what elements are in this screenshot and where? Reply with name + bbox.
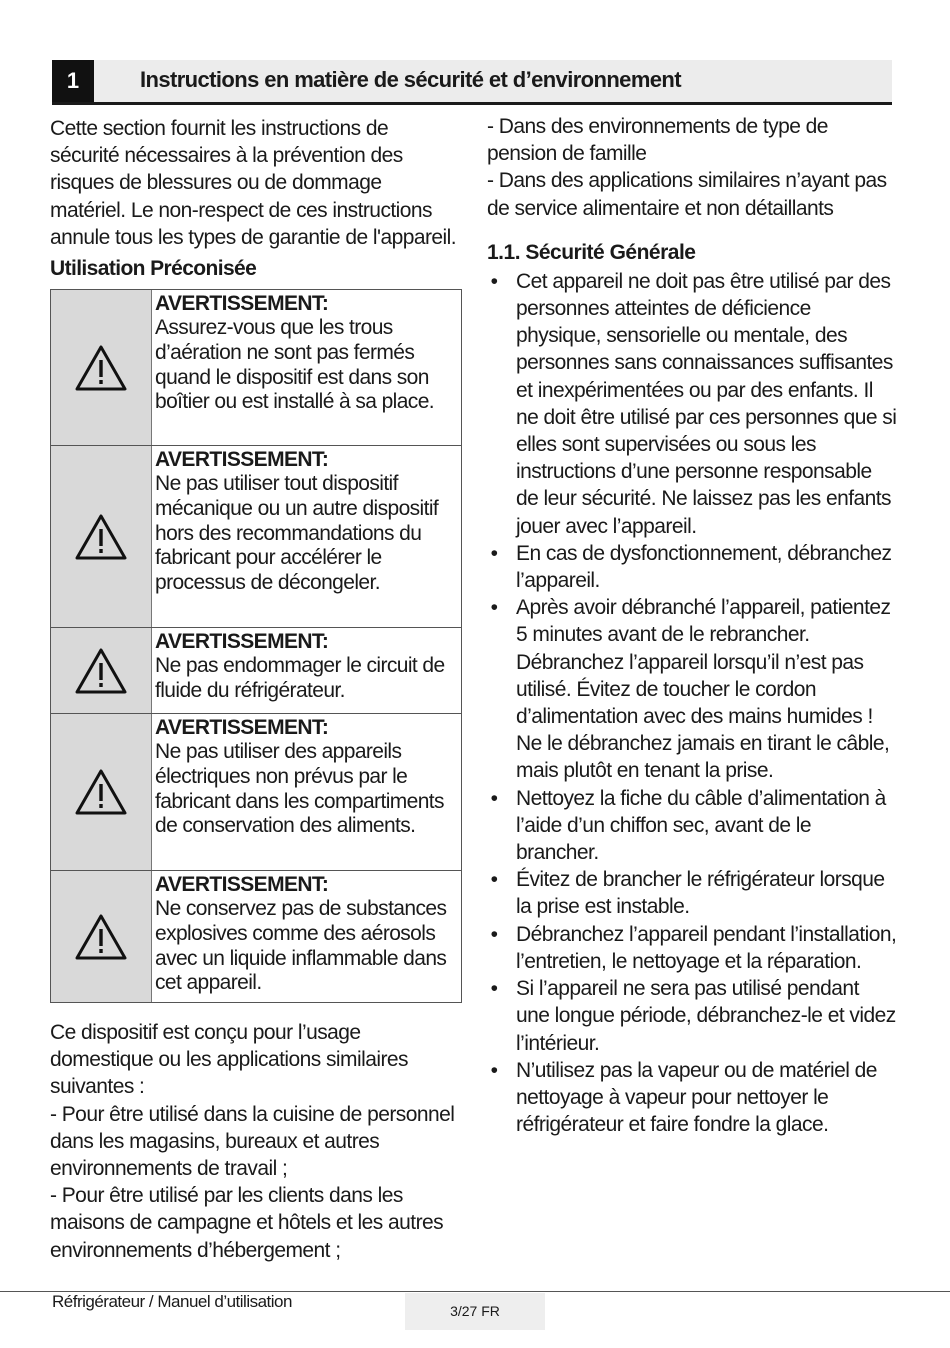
usage-item: - Pour être utilisé dans la cuisine de personnel dans les magasins, bureaux et autres environnements de travail ; [50, 1102, 455, 1181]
left-column [50, 115, 462, 1264]
warning-row [51, 445, 461, 627]
warning-icon-cell [51, 290, 152, 445]
list-item [487, 540, 897, 594]
list-item-text: Si l’appareil ne sera pas utilisé pendant une longue période, débranchez-le et videz l’intérieur. [516, 977, 896, 1055]
list-item-text: En cas de dysfonctionnement, débranchez l’appareil. [516, 541, 892, 593]
warning-icon-cell [51, 871, 152, 1002]
warning-triangle-icon [74, 768, 128, 816]
section-number: 1 [52, 60, 94, 102]
warning-triangle-icon [74, 913, 128, 961]
warning-title: AVERTISSEMENT: [155, 716, 329, 740]
bullet-icon: • [490, 541, 498, 565]
warning-icon-cell [51, 714, 152, 870]
usage-item: - Dans des environnements de type de pension de famille [487, 115, 828, 166]
list-item-text: Cet appareil ne doit pas être utilisé par des personnes atteintes de déficience physique, sensorielle ou mentale, des personnes sans connaissances suffisantes et inexpérimentées ou par des enfants. Il ne doit être utilisé par ces personnes que si elles sont supervisées ou sous les instructions d’une personne responsable de leur sécurité. Ne laissez pas les enfants jouer avec l’appareil. [516, 269, 897, 538]
section-header [52, 60, 892, 105]
list-item-text: Après avoir débranché l’appareil, patientez 5 minutes avant de le rebrancher. Débranchez l’appareil lorsqu’il n’est pas utilisé. Évitez de toucher le cordon d’alimentation avec des mains humides ! Ne le débranchez jamais en tirant le câble, mais plutôt en tenant la prise. [516, 596, 891, 783]
warning-title: AVERTISSEMENT: [155, 448, 329, 472]
list-item [487, 785, 897, 867]
list-item-text: N’utilisez pas la vapeur ou de matériel de nettoyage à vapeur pour nettoyer le réfrigérateur et faire fondre la glace. [516, 1058, 877, 1137]
warning-text: Ne pas utiliser tout dispositif mécanique ou un autre dispositif hors des recommandations du fabricant pour accélérer le processus de décongeler. [155, 472, 439, 595]
warning-triangle-icon [74, 513, 128, 561]
intro-paragraph: Cette section fournit les instructions de sécurité nécessaires à la prévention des risques de blessures ou de dommage matériel. Le non-respect de ces instructions annule tous les types de garantie de l'appareil. [50, 117, 457, 249]
right-column [487, 113, 897, 1138]
bullet-icon: • [490, 868, 498, 892]
warning-triangle-icon [74, 647, 128, 695]
list-item [487, 921, 897, 975]
bullet-icon: • [490, 269, 498, 293]
warning-text: Ne conservez pas de substances explosives comme des aérosols avec un liquide inflammable dans cet appareil. [155, 897, 447, 995]
safety-bullet-list [487, 268, 897, 1139]
footer-manual-title: Réfrigérateur / Manuel d’utilisation [52, 1292, 292, 1311]
section-title: Instructions en matière de sécurité et d’environnement [140, 67, 681, 92]
warning-title: AVERTISSEMENT: [155, 630, 329, 654]
warning-title: AVERTISSEMENT: [155, 873, 329, 897]
subheading-utilisation: Utilisation Préconisée [50, 257, 257, 281]
warning-row [51, 870, 461, 1002]
warning-row [51, 713, 461, 870]
warning-title: AVERTISSEMENT: [155, 292, 329, 316]
bullet-icon: • [490, 922, 498, 946]
list-item [487, 866, 897, 920]
usage-intro: Ce dispositif est conçu pour l’usage domestique ou les applications similaires suivantes : [50, 1021, 408, 1099]
usage-item: - Pour être utilisé par les clients dans les maisons de campagne et hôtels et les autres environnements d’hébergement ; [50, 1184, 444, 1262]
warning-icon-cell [51, 628, 152, 713]
warning-icon-cell [51, 446, 152, 627]
list-item-text: Nettoyez la fiche du câble d’alimentation à l’aide d’un chiffon sec, avant de le brancher. [516, 786, 886, 865]
bullet-icon: • [490, 977, 498, 1001]
list-item [487, 975, 897, 1057]
warning-text: Ne pas utiliser des appareils électriques non prévus par le fabricant dans les compartiments de conservation des aliments. [155, 740, 444, 838]
subheading-securite-generale: 1.1. Sécurité Générale [487, 240, 696, 264]
list-item [487, 1057, 897, 1139]
usage-item: - Dans des applications similaires n’ayant pas de service alimentaire et non détaillants [487, 169, 887, 220]
warning-text: Ne pas endommager le circuit de fluide du réfrigérateur. [155, 654, 445, 702]
list-item [487, 594, 897, 784]
bullet-icon: • [490, 596, 498, 620]
warning-triangle-icon [74, 344, 128, 392]
warning-table [50, 289, 462, 1003]
bullet-icon: • [490, 1058, 498, 1082]
warning-row [51, 290, 461, 445]
list-item-text: Évitez de brancher le réfrigérateur lorsque la prise est instable. [516, 868, 885, 919]
bullet-icon: • [490, 786, 498, 810]
list-item-text: Débranchez l’appareil pendant l’installation, l’entretien, le nettoyage et la réparation. [516, 922, 897, 973]
warning-text: Assurez-vous que les trous d’aération ne sont pas fermés quand le dispositif est dans son boîtier ou est installé à sa place. [155, 316, 435, 414]
page-number: 3/27 FR [405, 1293, 545, 1330]
warning-row [51, 627, 461, 713]
list-item [487, 268, 897, 540]
